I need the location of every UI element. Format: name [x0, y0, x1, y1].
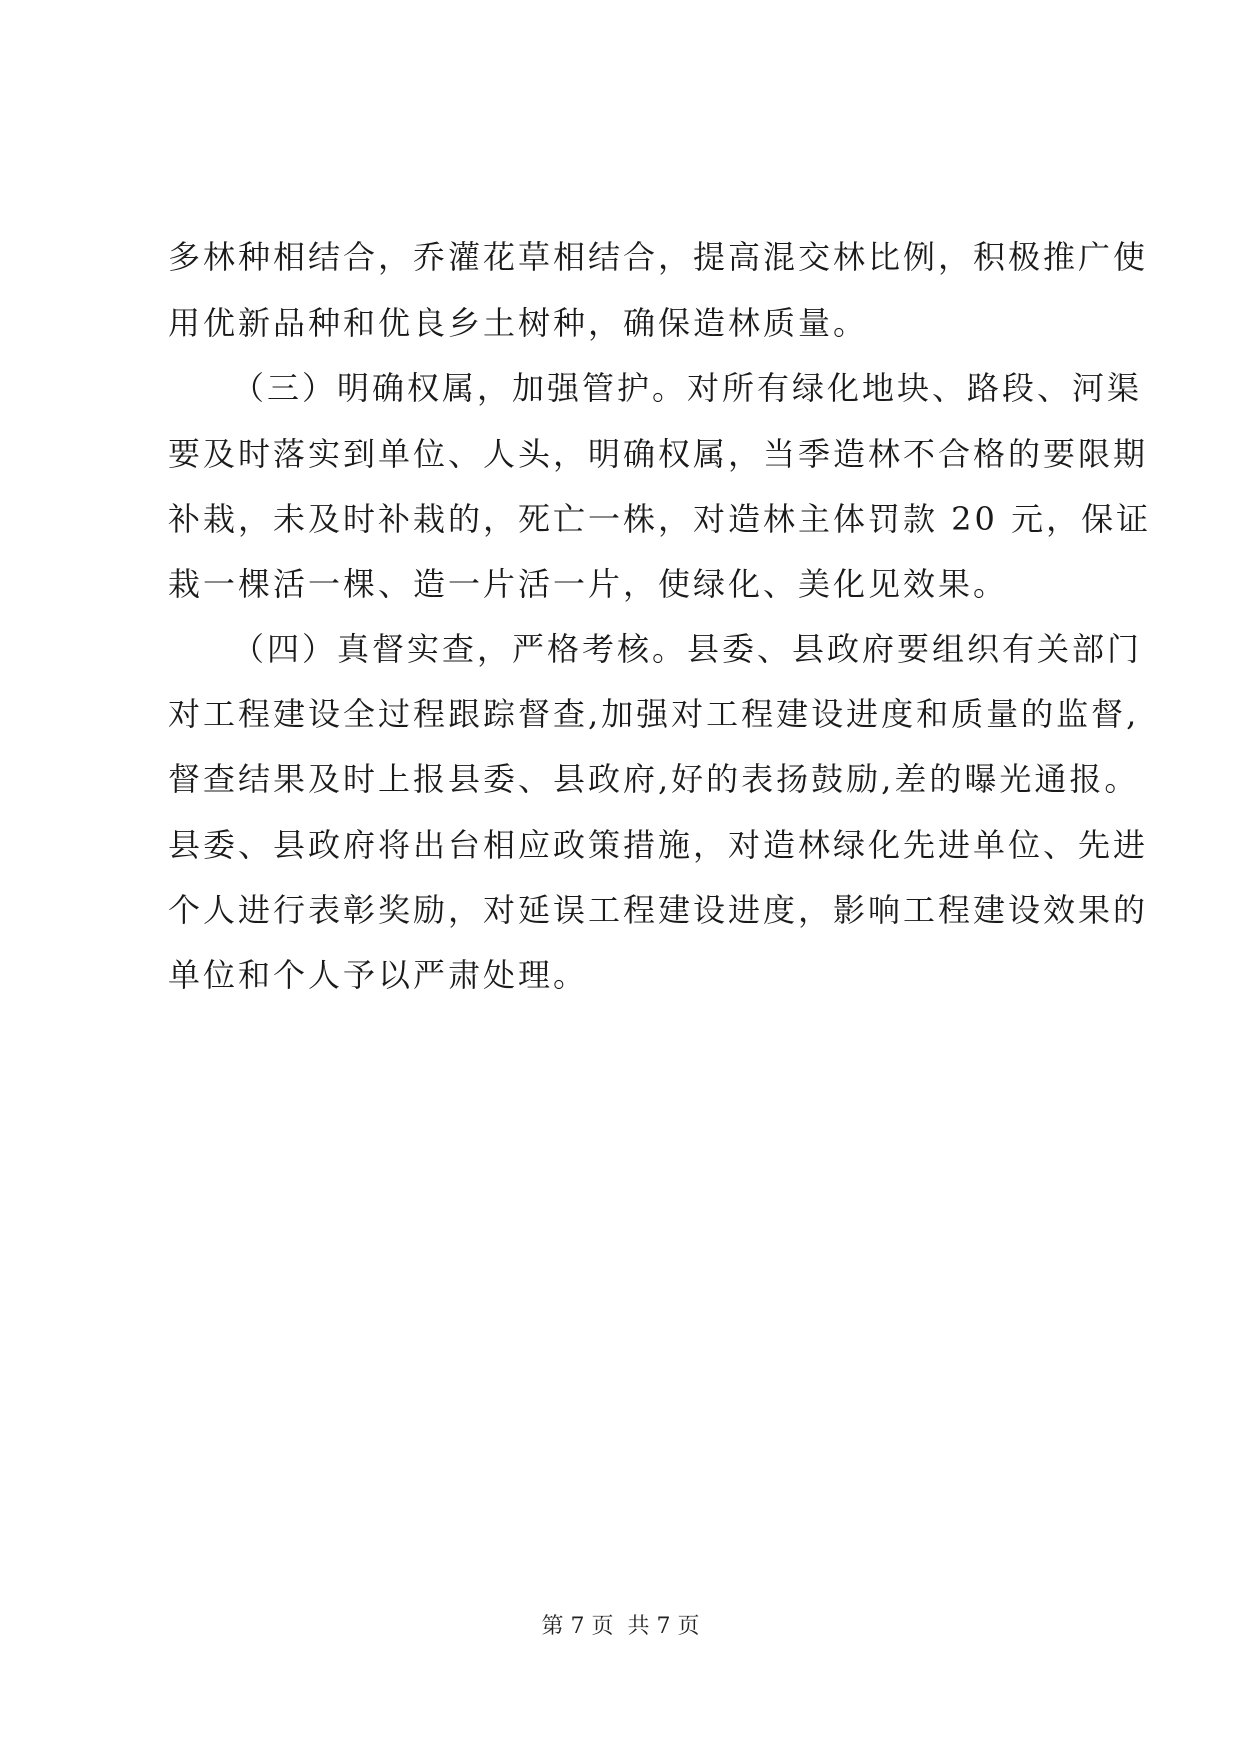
- paragraph-line: （三）明确权属，加强管护。对所有绿化地块、路段、河渠: [232, 369, 1143, 407]
- paragraph-line: 多林种相结合，乔灌花草相结合，提高混交林比例，积极推广使: [168, 238, 1149, 276]
- page-number-footer: 第 7 页 共 7 页: [541, 1614, 700, 1639]
- paragraph-line: 个人进行表彰奖励，对延误工程建设进度，影响工程建设效果的: [168, 891, 1149, 929]
- paragraph-line: 对工程建设全过程跟踪督查,加强对工程建设进度和质量的监督,: [168, 695, 1140, 733]
- paragraph-line: 补栽，未及时补栽的，死亡一株，对造林主体罚款 20 元，保证: [168, 500, 1152, 538]
- paragraph-line: 要及时落实到单位、人头，明确权属，当季造林不合格的要限期: [168, 435, 1149, 473]
- paragraph-line: 用优新品种和优良乡土树种，确保造林质量。: [168, 304, 869, 342]
- paragraph-line: （四）真督实查，严格考核。县委、县政府要组织有关部门: [232, 630, 1143, 668]
- paragraph-line: 督查结果及时上报县委、县政府,好的表扬鼓励,差的曝光通报。: [168, 760, 1140, 798]
- paragraph-line: 县委、县政府将出台相应政策措施，对造林绿化先进单位、先进: [168, 826, 1149, 864]
- paragraph-line: 单位和个人予以严肃处理。: [168, 956, 589, 994]
- paragraph-line: 栽一棵活一棵、造一片活一片，使绿化、美化见效果。: [168, 565, 1009, 603]
